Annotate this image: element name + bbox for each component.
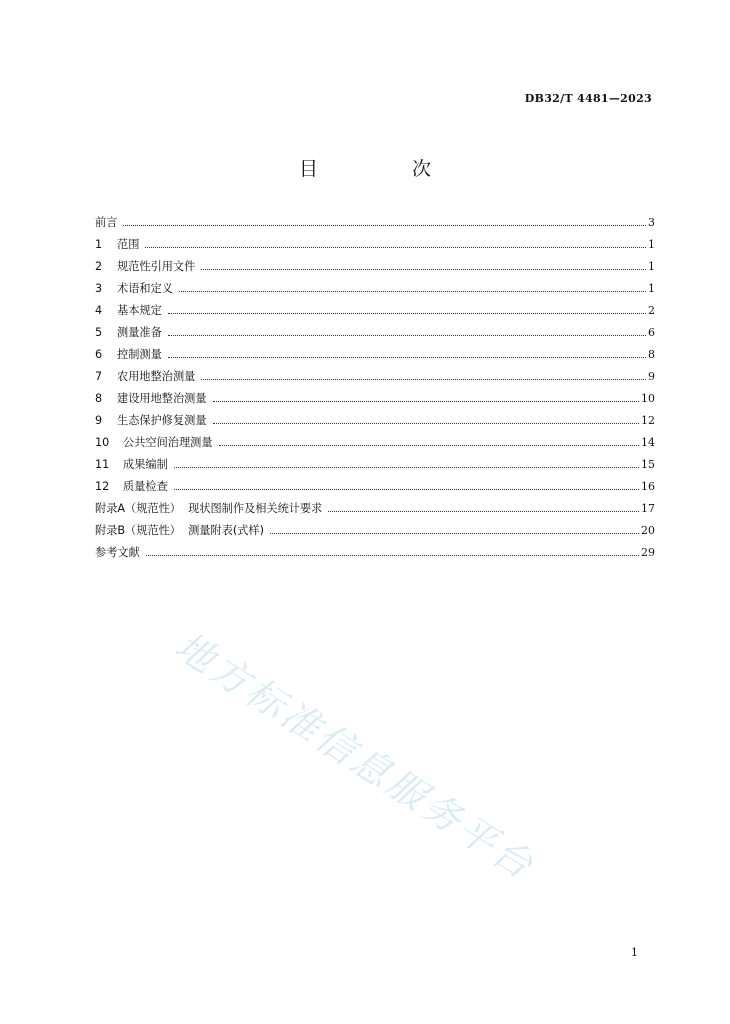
toc-entry[interactable] (95, 434, 655, 456)
toc-entry-label: 范围 (117, 238, 140, 251)
toc-entry-page: 20 (641, 524, 655, 537)
toc-leader-dots (174, 467, 639, 468)
watermark: 地方标准信息服务平台 (167, 623, 544, 890)
toc-entry[interactable] (95, 500, 655, 522)
toc-entry[interactable] (95, 214, 655, 236)
toc-entry-label: 质量检查 (123, 480, 168, 493)
toc-leader-dots (179, 291, 646, 292)
toc-entry-number: 1 (95, 238, 103, 251)
toc-entry-page: 15 (641, 458, 655, 471)
toc-entry-number: 5 (95, 326, 103, 339)
toc-entry[interactable] (95, 324, 655, 346)
toc-entry-page: 14 (641, 436, 655, 449)
toc-leader-dots (213, 423, 639, 424)
page-title: 目 次 (298, 158, 476, 180)
toc-entry-label: 农用地整治测量 (117, 370, 196, 383)
toc-entry-page: 17 (641, 502, 655, 515)
toc-entry[interactable] (95, 522, 655, 544)
toc-entry-label: 前言 (95, 216, 118, 229)
toc-leader-dots (168, 335, 646, 336)
toc-entry-number: 12 (95, 480, 110, 493)
toc-entry-label: 建设用地整治测量 (117, 392, 207, 405)
toc-entry[interactable] (95, 236, 655, 258)
toc-entry[interactable] (95, 544, 655, 566)
toc-leader-dots (145, 247, 646, 248)
toc-leader-dots (123, 225, 646, 226)
toc-entry-number: 4 (95, 304, 103, 317)
toc-entry-page: 16 (641, 480, 655, 493)
toc-entry-page: 29 (641, 546, 655, 559)
toc-entry-label: 测量准备 (117, 326, 162, 339)
toc-entry-page: 10 (641, 392, 655, 405)
toc-entry-page: 1 (648, 282, 655, 295)
toc-entry-label: 附录A（规范性） 现状图制作及相关统计要求 (95, 502, 323, 515)
toc-entry-number: 11 (95, 458, 110, 471)
table-of-contents (95, 214, 655, 566)
toc-entry[interactable] (95, 390, 655, 412)
toc-entry-number: 8 (95, 392, 103, 405)
toc-entry-page: 1 (648, 238, 655, 251)
toc-leader-dots (213, 401, 639, 402)
toc-leader-dots (219, 445, 639, 446)
toc-entry[interactable] (95, 412, 655, 434)
toc-entry-number: 2 (95, 260, 103, 273)
toc-entry[interactable] (95, 368, 655, 390)
toc-entry[interactable] (95, 302, 655, 324)
toc-entry-page: 8 (648, 348, 655, 361)
toc-leader-dots (174, 489, 639, 490)
toc-entry-number: 7 (95, 370, 103, 383)
toc-entry[interactable] (95, 258, 655, 280)
toc-entry-page: 9 (648, 370, 655, 383)
page-number: 1 (631, 946, 638, 959)
toc-entry-label: 基本规定 (117, 304, 162, 317)
toc-entry[interactable] (95, 478, 655, 500)
toc-entry-number: 10 (95, 436, 110, 449)
toc-entry-label: 规范性引用文件 (117, 260, 196, 273)
toc-entry-label: 生态保护修复测量 (117, 414, 207, 427)
toc-leader-dots (328, 511, 639, 512)
toc-entry-label: 附录B（规范性） 测量附表(式样) (95, 524, 264, 537)
toc-entry-label: 成果编制 (123, 458, 168, 471)
toc-entry-page: 1 (648, 260, 655, 273)
toc-entry-page: 12 (641, 414, 655, 427)
toc-entry-number: 3 (95, 282, 103, 295)
toc-leader-dots (201, 269, 646, 270)
toc-entry[interactable] (95, 280, 655, 302)
toc-entry-page: 6 (648, 326, 655, 339)
toc-entry[interactable] (95, 456, 655, 478)
toc-entry-number: 6 (95, 348, 103, 361)
toc-leader-dots (270, 533, 639, 534)
toc-entry-label: 术语和定义 (117, 282, 173, 295)
toc-entry-label: 参考文献 (95, 546, 140, 559)
toc-entry-label: 控制测量 (117, 348, 162, 361)
toc-leader-dots (168, 313, 646, 314)
toc-leader-dots (168, 357, 646, 358)
toc-entry-number: 9 (95, 414, 103, 427)
toc-leader-dots (201, 379, 646, 380)
toc-entry-label: 公共空间治理测量 (123, 436, 213, 449)
toc-entry-page: 3 (648, 216, 655, 229)
toc-entry[interactable] (95, 346, 655, 368)
toc-entry-page: 2 (648, 304, 655, 317)
document-code: DB32/T 4481—2023 (524, 92, 652, 105)
toc-leader-dots (146, 555, 639, 556)
